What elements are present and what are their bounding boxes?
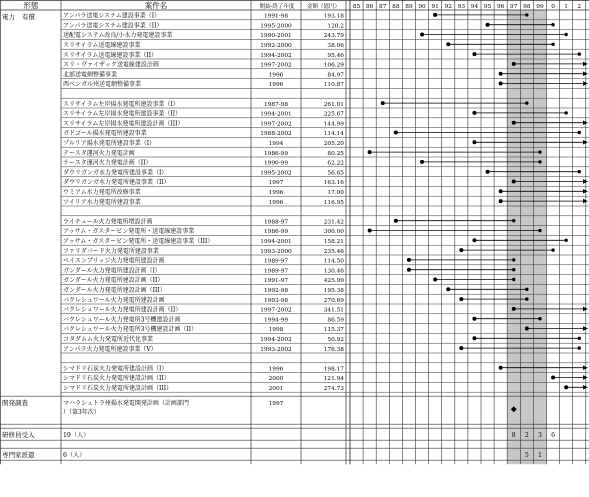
project-amount: 86.59	[327, 317, 344, 324]
project-period: 1986-99	[263, 150, 289, 157]
project-period: 1995-2002	[260, 170, 292, 177]
schedule-start-dot	[499, 82, 503, 86]
schedule-start-dot	[472, 52, 476, 56]
project-period: 1989-97	[263, 268, 289, 275]
schedule-end-dot	[512, 278, 515, 281]
project-period: 1991-98	[263, 13, 289, 20]
project-period: 1998	[268, 327, 284, 334]
project-name: ウミアム水力発電所改修事業	[63, 189, 141, 196]
schedule-start-dot	[499, 366, 503, 370]
schedule-end-dot	[551, 248, 554, 251]
project-period: 1993-98	[263, 297, 289, 304]
project-name: 北部送電網整備事業	[63, 71, 118, 79]
year-header: 97	[510, 4, 518, 10]
schedule-end-dot	[578, 337, 581, 340]
schedule-start-dot	[407, 258, 411, 262]
trainee-count: 8	[511, 432, 516, 440]
project-amount: 114.50	[323, 258, 344, 265]
project-period: 1996	[268, 72, 284, 79]
year-header: 96	[496, 4, 505, 10]
project-period: 1993-2002	[260, 346, 292, 353]
project-amount: 38.06	[327, 43, 344, 49]
schedule-start-dot	[472, 140, 476, 144]
schedule-end-dot	[578, 170, 581, 173]
schedule-end-dot	[512, 268, 515, 271]
project-period: 1996	[268, 190, 284, 196]
schedule-start-dot	[486, 170, 490, 174]
project-amount: 17.00	[327, 190, 344, 196]
expert-count: 5	[524, 452, 529, 460]
schedule-start-dot	[459, 346, 463, 350]
project-amount: 62.22	[327, 160, 344, 167]
project-amount: 50.92	[327, 337, 344, 343]
project-amount: 95.46	[327, 52, 344, 59]
project-amount: 163.16	[323, 180, 344, 187]
project-name: バクレシュワール火力発電所3号機建設計画（II）	[63, 326, 198, 334]
project-amount: 198.17	[323, 366, 344, 373]
year-header: 0	[551, 4, 555, 10]
year-header: 85	[352, 4, 361, 10]
project-amount: 235.46	[323, 248, 344, 255]
trainee-count: 2	[524, 432, 529, 440]
project-name: アッサム・ガスタービン発電所・送電線建設事業（III）	[63, 238, 214, 245]
year-header: 93	[457, 4, 466, 10]
project-name: 西ベンガル州送電網整備事業	[63, 81, 142, 89]
project-period: 1994	[268, 141, 284, 147]
experts-total: 6（人）	[63, 452, 86, 460]
project-period: 2001	[268, 386, 284, 392]
schedule-start-dot	[472, 317, 476, 321]
project-name: スリサイラム送電線建設事業	[63, 42, 141, 49]
schedule-start-dot	[551, 376, 555, 380]
project-period: 1994-2001	[260, 239, 292, 245]
project-name: バクレシュワール火力発電所建設計画（II）	[63, 306, 182, 314]
project-amount: 205.20	[323, 141, 344, 147]
year-header: 95	[483, 4, 492, 10]
project-period: 1996	[268, 82, 284, 89]
project-amount: 110.87	[323, 82, 344, 89]
schedule-end-dot	[538, 150, 541, 153]
project-period: 1992-98	[263, 288, 289, 294]
project-amount: 114.14	[323, 131, 344, 138]
project-amount: 115.37	[323, 327, 344, 334]
project-name: アンパラ火力発電所建設事業（V）	[63, 345, 157, 353]
schedule-start-dot	[394, 131, 398, 135]
year-header: 88	[392, 4, 400, 10]
project-period: 1996	[268, 366, 284, 373]
schedule-end-dot	[538, 229, 541, 232]
project-period: 1994-2002	[260, 337, 292, 343]
dev-study-name-line1: マハラシュトラ州揚水発電開発計画（計画部門	[63, 400, 189, 408]
project-name: アンパラ送電システム建設事業（II）	[63, 22, 163, 30]
schedule-end-dot	[525, 288, 528, 291]
project-period: 1988-97	[263, 219, 289, 226]
project-period: 1988-2002	[260, 131, 292, 138]
schedule-start-dot	[433, 13, 437, 17]
schedule-start-dot	[381, 101, 385, 105]
project-amount: 80.25	[327, 150, 344, 157]
project-name: ベイスンブリッジ火力発電所建設計画	[63, 257, 165, 265]
schedule-start-dot	[407, 268, 411, 272]
schedule-start-dot	[499, 199, 503, 203]
project-period: 1990-99	[263, 160, 289, 167]
project-period: 1990-2001	[260, 33, 292, 40]
schedule-start-dot	[512, 62, 516, 66]
year-header: 89	[405, 4, 413, 10]
project-amount: 56.65	[327, 170, 344, 177]
project-name: シマドリ石炭火力発電所建設計画（I）	[63, 365, 168, 373]
project-amount: 106.29	[323, 62, 344, 69]
dev-study-period: 1997	[268, 401, 284, 408]
project-name: アッサム・ガスタービン発電所・送電線建設事業	[63, 228, 195, 236]
project-period: 1994-99	[263, 317, 289, 324]
schedule-start-dot	[499, 189, 503, 193]
expert-count: 1	[537, 452, 542, 460]
schedule-start-dot	[486, 23, 490, 27]
schedule-end-dot	[525, 13, 528, 16]
project-amount: 300.00	[323, 229, 344, 236]
section-label-yen-loan: 有償	[22, 13, 35, 21]
schedule-start-dot	[472, 336, 476, 340]
section-label-electric: 電力	[2, 13, 15, 21]
schedule-end-dot	[551, 23, 554, 26]
schedule-start-dot	[420, 160, 424, 164]
schedule-end-dot	[578, 131, 581, 134]
schedule-start-dot	[433, 278, 437, 282]
project-amount: 341.51	[323, 307, 344, 314]
section-label-trainees: 研修員受入	[2, 431, 35, 440]
project-amount: 225.67	[323, 111, 344, 118]
year-header: 94	[470, 4, 479, 10]
project-period: 1994-2001	[260, 111, 292, 118]
project-name: ライチュール火力発電所増設計画	[63, 218, 153, 226]
schedule-end-dot	[525, 101, 528, 104]
schedule-end-dot	[538, 317, 541, 320]
project-name: ダウリガンガ水力発電所建設事業（II）	[63, 179, 170, 187]
schedule-end-dot	[525, 297, 528, 300]
schedule-start-dot	[368, 150, 372, 154]
project-name: スリサイラム左岸揚水発電所建設事業（II）	[63, 110, 182, 118]
project-name: プルリア揚水発電所建設事業（I）	[63, 140, 156, 147]
project-name: アンパラ送電システム建設事業（I）	[63, 12, 161, 20]
project-amount: 425.99	[323, 278, 344, 285]
project-name: シマドリ石炭火力発電所建設計画（III）	[63, 385, 173, 392]
project-period: 1997-2002	[260, 62, 292, 69]
project-name: ガンダール火力発電所建設計画（I）	[63, 267, 162, 275]
project-period: 1987-98	[263, 101, 289, 108]
project-amount: 195.38	[323, 288, 344, 294]
project-amount: 193.18	[323, 13, 344, 20]
schedule-start-dot	[368, 229, 372, 233]
project-amount: 261.01	[323, 101, 344, 108]
project-period: 1995-2000	[260, 23, 292, 30]
schedule-end-dot	[538, 160, 541, 163]
section-label-dev-study: 開発調査	[2, 399, 28, 408]
project-name: ガドゴール揚水発電所建設事業	[63, 130, 147, 138]
project-name: ツイリア水力発電所建設事業	[63, 198, 141, 206]
project-period: 1997	[268, 180, 284, 187]
project-amount: 158.21	[323, 239, 344, 245]
schedule-start-dot	[525, 327, 529, 331]
project-name: ダウリガンガ水力発電所建設事業（I）	[63, 169, 168, 177]
schedule-start-dot	[394, 219, 398, 223]
project-amount: 231.42	[323, 219, 344, 226]
project-period: 1994-2002	[260, 52, 292, 59]
project-amount: 243.79	[323, 33, 344, 40]
schedule-start-dot	[446, 287, 450, 291]
project-name: コタダムム火力発電所近代化事業	[63, 336, 154, 343]
schedule-end-dot	[512, 219, 515, 222]
project-name: バクレシュワール火力発電所建設計画	[63, 296, 165, 304]
project-name: シマドリ石炭火力発電所建設計画（II）	[63, 375, 170, 383]
schedule-end-dot	[564, 239, 567, 242]
project-name: スリサイラム送電線建設事業（II）	[63, 51, 158, 59]
project-period: 1991-97	[263, 278, 289, 285]
project-amount: 84.97	[327, 72, 344, 79]
schedule-end-dot	[578, 52, 581, 55]
schedule-start-dot	[564, 385, 568, 389]
project-name: バクレシュワール火力発電所3号機建設計画	[63, 316, 181, 324]
project-period: 1997-2002	[260, 307, 292, 314]
project-amount: 270.69	[323, 297, 344, 304]
project-name: スリ・ヴァイザック送電線建設計画	[63, 61, 159, 69]
year-header: 86	[365, 4, 374, 10]
project-amount: 116.95	[323, 199, 344, 206]
project-amount: 121.94	[323, 376, 344, 383]
project-amount: 176.38	[323, 346, 344, 353]
header-amount: 金額（億円）	[306, 4, 341, 10]
dev-study-name-line2: ）（第3年次）	[63, 409, 100, 417]
project-name: ガンダール火力発電所建設計画（III）	[63, 287, 166, 294]
trainee-count: 3	[537, 432, 542, 440]
project-amount: 274.73	[323, 386, 344, 392]
schedule-end-dot	[564, 33, 567, 36]
section-label-experts: 専門家派遣	[2, 451, 35, 460]
year-header: 1	[564, 4, 569, 10]
project-period: 1997-2002	[260, 121, 292, 128]
project-period: 1996	[268, 199, 284, 206]
year-header: 92	[444, 4, 452, 10]
header-category: 形態	[23, 1, 39, 10]
trainees-total: 19（人）	[63, 432, 90, 440]
schedule-start-dot	[512, 121, 516, 125]
year-header: 91	[431, 4, 439, 10]
project-name: ファリダバード火力発電所建設事業	[63, 247, 159, 255]
project-period: 2000	[268, 376, 284, 383]
project-name: テースタ運河火力発電計画	[63, 149, 135, 157]
year-header: 90	[418, 4, 426, 10]
schedule-start-dot	[459, 297, 463, 301]
trainee-count: 6	[551, 432, 556, 440]
project-name: スリサイラム左岸揚水発電所建設計画（III）	[63, 120, 184, 128]
project-period: 1986-99	[263, 229, 289, 236]
schedule-end-dot	[578, 346, 581, 349]
project-name: 送配電システム改良/小水力発電建設事業	[63, 32, 173, 40]
project-name: テースタ運河火力発電計画（II）	[63, 159, 152, 167]
header-project: 案件名	[144, 1, 168, 10]
schedule-start-dot	[512, 180, 516, 184]
schedule-start-dot	[459, 248, 463, 252]
project-period: 1993-2000	[260, 248, 292, 255]
year-header: 99	[536, 4, 544, 10]
schedule-start-dot	[512, 307, 516, 311]
schedule-end-dot	[551, 43, 554, 46]
schedule-start-dot	[446, 42, 450, 46]
project-name: ガンダール火力発電所建設計画（II）	[63, 277, 164, 285]
schedule-start-dot	[472, 111, 476, 115]
year-header: 87	[379, 4, 387, 10]
project-period: 1992-2000	[260, 43, 292, 49]
schedule-start-dot	[420, 33, 424, 37]
project-name: スリサイラム左岸揚水発電所建設事業（I）	[63, 100, 179, 108]
schedule-start-dot	[499, 72, 503, 76]
header-period: 開始-終了年度	[259, 4, 295, 10]
project-amount: 130.46	[323, 268, 344, 275]
year-header: 2	[577, 4, 582, 10]
project-period: 1989-97	[263, 258, 289, 265]
year-header: 98	[523, 4, 531, 10]
schedule-end-dot	[564, 111, 567, 114]
schedule-end-dot	[512, 258, 515, 261]
project-amount: 120.2	[327, 23, 344, 30]
schedule-start-dot	[472, 238, 476, 242]
project-amount: 144.99	[323, 121, 344, 128]
